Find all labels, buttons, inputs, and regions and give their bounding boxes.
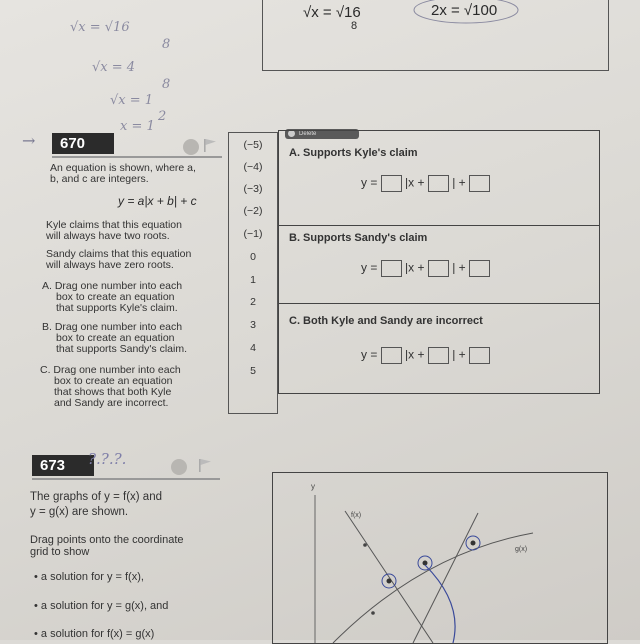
q673-drag-line: Drag points onto the coordinate	[30, 534, 184, 546]
point-dot-3	[471, 541, 476, 546]
coordinate-grid[interactable]	[272, 472, 608, 644]
part-a-line: that supports Kyle's claim.	[56, 302, 178, 314]
bank-tile-neg1[interactable]: (−1)	[243, 228, 263, 240]
answer-c-title: C. Both Kyle and Sandy are incorrect	[289, 315, 483, 327]
sandy-claim-line: Sandy claims that this equation	[46, 248, 192, 260]
q673-drag	[30, 534, 184, 558]
bank-tile-neg4[interactable]: (−4)	[243, 161, 263, 173]
top-equation-1-den: 8	[351, 20, 358, 32]
bank-tile-2[interactable]: 2	[250, 296, 256, 308]
eq-mid2: | +	[452, 260, 466, 275]
previous-question-box	[262, 0, 609, 71]
kyle-claim-line: will always have two roots.	[46, 230, 170, 242]
eq-mid: |x +	[405, 260, 425, 275]
part-b-line: box to create an equation	[56, 332, 175, 344]
drop-box-a[interactable]	[381, 175, 402, 192]
bullet-text: a solution for y = f(x),	[40, 571, 144, 583]
answer-a-title: A. Supports Kyle's claim	[289, 147, 418, 159]
scratch-work	[70, 15, 220, 135]
handwritten-question-marks: ?.?.?.	[88, 450, 127, 468]
kyle-claim	[46, 220, 182, 242]
drop-box-b[interactable]	[428, 260, 449, 277]
answer-b-equation	[361, 260, 490, 277]
answer-b-title: B. Supports Sandy's claim	[289, 232, 428, 244]
drop-box-b[interactable]	[428, 175, 449, 192]
bank-tile-3[interactable]: 3	[250, 319, 256, 331]
scratch-line-2: √x = 4	[92, 60, 136, 75]
answer-section-a	[279, 141, 599, 226]
sandy-claim-line: will always have zero roots.	[46, 259, 174, 271]
top-equation-2: 2x = √100	[431, 2, 498, 19]
bullet-2: • a solution for y = g(x), and	[34, 600, 169, 612]
part-b-instructions	[42, 322, 187, 355]
bank-tile-neg2[interactable]: (−2)	[243, 205, 263, 217]
answer-section-b	[279, 226, 599, 304]
graph-svg	[273, 473, 607, 643]
g-curve	[333, 533, 533, 643]
bullet-text: a solution for y = g(x), and	[40, 600, 169, 612]
flag-circle-icon[interactable]	[183, 139, 199, 155]
eq-mid: |x +	[405, 347, 425, 362]
top-equation-1: √x = √16	[303, 4, 361, 21]
eq-prefix: y =	[361, 347, 378, 362]
f-line	[345, 511, 433, 643]
g-point	[371, 611, 375, 615]
drop-box-a[interactable]	[381, 260, 402, 277]
hand-curve	[425, 565, 455, 643]
part-a-line: box to create an equation	[56, 291, 175, 303]
drop-box-c[interactable]	[469, 260, 490, 277]
point-dot-2	[423, 561, 428, 566]
scratch-line-3-den: 2	[158, 109, 167, 124]
bank-tile-neg3[interactable]: (−3)	[243, 183, 263, 195]
arrow-mark-icon: →	[22, 131, 36, 150]
bullet-1: • a solution for y = f(x),	[34, 571, 144, 583]
bank-tile-neg5[interactable]: (−5)	[243, 139, 263, 151]
drop-box-b[interactable]	[428, 347, 449, 364]
scratch-line-2-den: 8	[162, 77, 171, 92]
number-bank	[228, 132, 278, 414]
q670-intro	[50, 163, 196, 185]
eq-prefix: y =	[361, 260, 378, 275]
point-dot-1	[387, 579, 392, 584]
q673-drag-line: grid to show	[30, 546, 90, 558]
bullet-3: • a solution for f(x) = g(x)	[34, 628, 155, 640]
part-b-line: B. Drag one number into each	[42, 321, 183, 333]
q670-intro-line: An equation is shown, where a,	[50, 162, 196, 174]
scratch-line-3: √x = 1	[110, 93, 154, 108]
part-b-line: that supports Sandy's claim.	[56, 343, 187, 355]
bank-tile-5[interactable]: 5	[250, 365, 256, 377]
part-c-line: and Sandy are incorrect.	[54, 397, 169, 409]
answer-a-equation	[361, 175, 490, 192]
flag-circle-icon[interactable]	[171, 459, 187, 475]
part-a-line: A. Drag one number into each	[42, 280, 183, 292]
scratch-line-4: x = 1	[120, 119, 155, 134]
flag-icon[interactable]	[198, 458, 212, 472]
flag-icon[interactable]	[203, 138, 217, 152]
q673-intro	[30, 490, 162, 520]
part-c-instructions	[40, 365, 181, 409]
bank-tile-4[interactable]: 4	[250, 342, 256, 354]
delete-label: Delete	[299, 131, 317, 137]
part-c-line: that shows that both Kyle	[54, 386, 172, 398]
drop-box-c[interactable]	[469, 175, 490, 192]
hand-circle-icon	[411, 0, 521, 28]
part-c-line: box to create an equation	[54, 375, 173, 387]
question-rule	[52, 156, 222, 158]
eq-mid2: | +	[452, 175, 466, 190]
bullet-text: a solution for f(x) = g(x)	[40, 628, 155, 640]
question-number-670: 670	[52, 133, 114, 154]
part-a-instructions	[42, 281, 182, 314]
q670-intro-line: b, and c are integers.	[50, 173, 149, 185]
scratch-line-1: √x = √16	[70, 20, 130, 35]
q670-equation: y = a|x + b| + c	[118, 194, 197, 208]
g-label: g(x)	[515, 546, 528, 553]
f-label: f(x)	[351, 512, 362, 519]
eq-prefix: y =	[361, 175, 378, 190]
answer-c-equation	[361, 347, 490, 364]
kyle-claim-line: Kyle claims that this equation	[46, 219, 182, 231]
bank-tile-1[interactable]: 1	[250, 274, 256, 286]
question-number-673: 673	[32, 455, 94, 476]
f-point	[363, 543, 367, 547]
eq-mid: |x +	[405, 175, 425, 190]
drop-box-c[interactable]	[469, 347, 490, 364]
q673-intro-line: The graphs of y = f(x) and	[30, 491, 162, 503]
drop-box-a[interactable]	[381, 347, 402, 364]
eq-mid2: | +	[452, 347, 466, 362]
part-c-line: C. Drag one number into each	[40, 364, 181, 376]
answer-section-c	[279, 309, 599, 391]
scratch-line-1-den: 8	[162, 37, 171, 52]
f-line-2	[413, 513, 478, 643]
sandy-claim	[46, 249, 191, 271]
q673-intro-line: y = g(x) are shown.	[30, 506, 129, 518]
y-axis-label: y	[311, 482, 315, 491]
question-rule	[32, 478, 220, 480]
bank-tile-0[interactable]: 0	[250, 251, 256, 263]
answer-frame	[278, 130, 600, 394]
